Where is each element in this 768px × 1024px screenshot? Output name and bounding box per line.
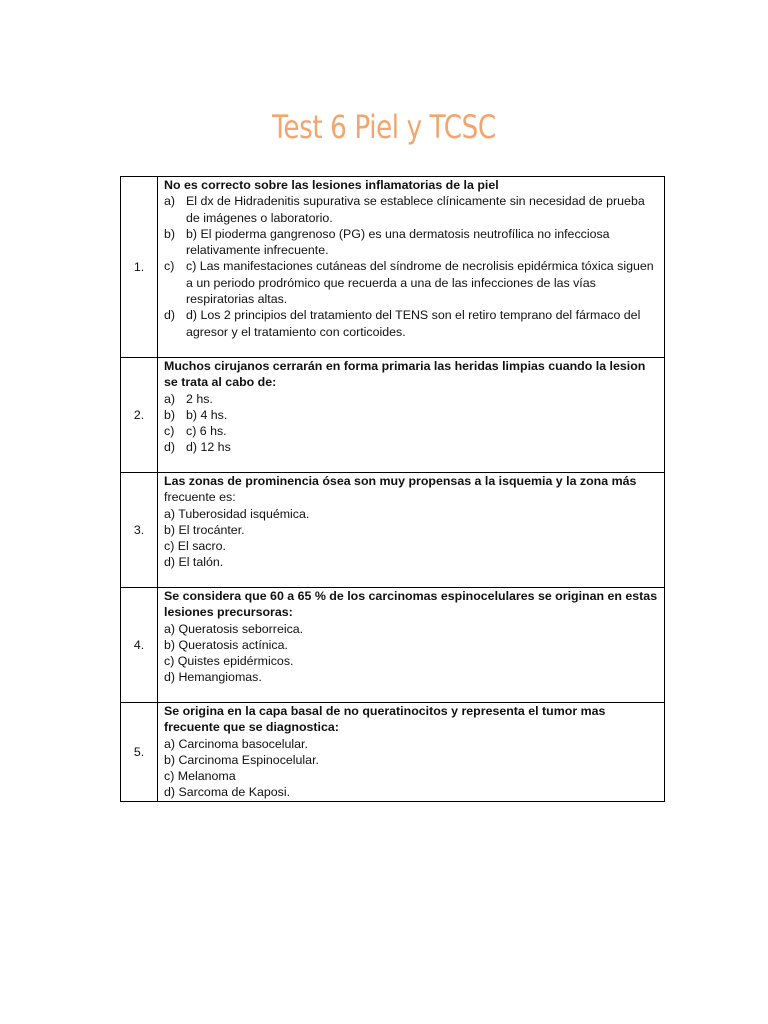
question-content bbox=[158, 703, 665, 802]
option-text: b) El pioderma gangrenoso (PG) es una dermatosis neutrofílica no infecciosa relativamente infrecuente. bbox=[186, 226, 610, 258]
option-text: a) Queratosis seborreica. bbox=[164, 621, 304, 636]
question-content bbox=[158, 588, 665, 703]
option-letter: a) bbox=[164, 391, 176, 406]
option-letter: c) bbox=[164, 424, 175, 439]
option bbox=[164, 423, 660, 439]
option-text: a) Tuberosidad isquémica. bbox=[164, 506, 310, 521]
question-row bbox=[121, 473, 665, 588]
option-letter: d) bbox=[164, 308, 176, 323]
question-number: 3. bbox=[121, 473, 158, 588]
option bbox=[164, 307, 660, 340]
option-text: b) Queratosis actínica. bbox=[164, 637, 288, 652]
question-text: Se considera que 60 a 65 % de los carcinomas espinocelulares se originan en estas lesiones precursoras: bbox=[164, 589, 658, 620]
question-text: No es correcto sobre las lesiones inflamatorias de la piel bbox=[164, 178, 499, 192]
option-text: b) El trocánter. bbox=[164, 522, 245, 537]
option-text: c) 6 hs. bbox=[186, 424, 227, 439]
option-text: d) Sarcoma de Kaposi. bbox=[164, 785, 291, 800]
question-text: Muchos cirujanos cerrarán en forma primaria las heridas limpias cuando la lesion se trata al cabo de: bbox=[164, 359, 646, 390]
question-text: Las zonas de prominencia ósea son muy propensas a la isquemia y la zona más bbox=[164, 474, 637, 488]
question-row bbox=[121, 703, 665, 802]
option-text: b) 4 hs. bbox=[186, 407, 228, 422]
option-text: d) 12 hs bbox=[186, 440, 231, 455]
question-text-continuation: frecuente es: bbox=[164, 490, 236, 505]
option bbox=[164, 391, 660, 407]
question-row bbox=[121, 358, 665, 473]
option-text: 2 hs. bbox=[186, 391, 213, 406]
option bbox=[164, 226, 660, 259]
option-letter: a) bbox=[164, 194, 176, 209]
option-letter: b) bbox=[164, 226, 176, 241]
question-number: 4. bbox=[121, 588, 158, 703]
option-text: c) El sacro. bbox=[164, 539, 226, 554]
question-content bbox=[158, 358, 665, 473]
document-title: Test 6 Piel y TCSC bbox=[272, 108, 496, 146]
option-text: d) Hemangiomas. bbox=[164, 670, 262, 685]
option bbox=[164, 439, 660, 455]
option-text: c) Melanoma bbox=[164, 769, 236, 784]
option-text: b) Carcinoma Espinocelular. bbox=[164, 752, 319, 767]
option-text: c) Quistes epidérmicos. bbox=[164, 654, 294, 669]
question-number: 2. bbox=[121, 358, 158, 473]
option-text: a) Carcinoma basocelular. bbox=[164, 736, 308, 751]
question-content bbox=[158, 473, 665, 588]
question-number: 1. bbox=[121, 177, 158, 358]
question-text: Se origina en la capa basal de no queratinocitos y representa el tumor mas frecuente que se diagnostica: bbox=[164, 704, 606, 735]
option-text: d) El talón. bbox=[164, 555, 224, 570]
questions-table bbox=[120, 176, 665, 802]
option bbox=[164, 258, 660, 307]
question-row bbox=[121, 177, 665, 358]
option-text: d) Los 2 principios del tratamiento del TENS son el retiro temprano del fármaco del agresor y el tratamiento con corticoides. bbox=[186, 308, 641, 339]
question-number: 5. bbox=[121, 703, 158, 802]
option-text: c) Las manifestaciones cutáneas del síndrome de necrolisis epidérmica tóxica siguen a un periodo prodrómico que recuerda a una de las infecciones de las vías respiratorias altas. bbox=[186, 259, 654, 307]
option-letter: d) bbox=[164, 440, 176, 455]
option bbox=[164, 407, 660, 423]
question-row bbox=[121, 588, 665, 703]
option-letter: b) bbox=[164, 407, 176, 422]
question-content bbox=[158, 177, 665, 358]
option-letter: c) bbox=[164, 259, 175, 274]
option bbox=[164, 193, 660, 226]
option-text: El dx de Hidradenitis supurativa se establece clínicamente sin necesidad de prueba de imágenes o laboratorio. bbox=[186, 194, 645, 225]
